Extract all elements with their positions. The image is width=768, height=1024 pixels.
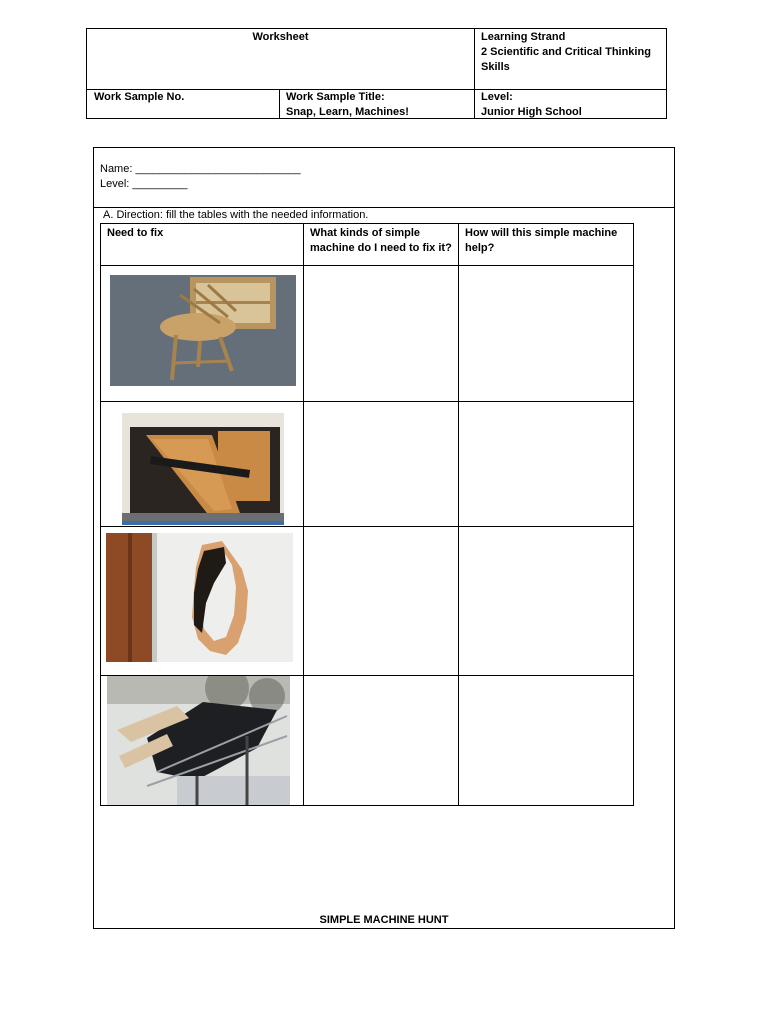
- damaged-ceiling-photo: [107, 676, 290, 805]
- need-to-fix-cell: [101, 266, 304, 402]
- worksheet-body: [93, 147, 675, 929]
- level-value: Junior High School: [481, 106, 582, 118]
- how-help-answer-cell[interactable]: [459, 527, 634, 676]
- broken-chair-photo: [110, 275, 296, 386]
- table-row: [101, 266, 634, 402]
- student-info: [100, 162, 301, 192]
- header-need-to-fix: Need to fix: [101, 224, 304, 266]
- header-how-help: How will this simple machine help?: [459, 224, 634, 266]
- need-to-fix-cell: [101, 527, 304, 676]
- broken-door-photo: [122, 413, 284, 525]
- level-label: Level:: [481, 91, 513, 103]
- header-simple-machine: What kinds of simple machine do I need to fix it?: [304, 224, 459, 266]
- table-row: [101, 527, 634, 676]
- level-cell: [481, 90, 667, 120]
- simple-machine-answer-cell[interactable]: [304, 266, 459, 402]
- learning-strand-cell: [481, 30, 667, 75]
- wall-hole-photo: [106, 533, 293, 662]
- how-help-answer-cell[interactable]: [459, 266, 634, 402]
- work-sample-title-value: Snap, Learn, Machines!: [286, 106, 409, 118]
- work-sample-title-label: Work Sample Title:: [286, 91, 385, 103]
- level-field[interactable]: Level: _________: [100, 178, 188, 190]
- learning-strand-value: 2 Scientific and Critical Thinking Skills: [481, 46, 651, 73]
- need-to-fix-cell: [101, 402, 304, 527]
- name-field[interactable]: Name: ___________________________: [100, 163, 301, 175]
- how-help-answer-cell[interactable]: [459, 676, 634, 806]
- work-sample-no-label: Work Sample No.: [94, 91, 185, 103]
- table-row: [101, 402, 634, 527]
- direction-text: A. Direction: fill the tables with the needed information.: [103, 209, 369, 221]
- footer-title: SIMPLE MACHINE HUNT: [319, 914, 449, 926]
- need-to-fix-cell: [101, 676, 304, 806]
- how-help-answer-cell[interactable]: [459, 402, 634, 527]
- simple-machine-answer-cell[interactable]: [304, 527, 459, 676]
- header-table: [86, 28, 667, 119]
- table-header-row: [101, 224, 634, 266]
- worksheet-label: Worksheet: [252, 31, 309, 43]
- table-row: [101, 676, 634, 806]
- work-sample-title-cell: [286, 90, 471, 120]
- simple-machine-answer-cell[interactable]: [304, 402, 459, 527]
- fix-table: [100, 223, 634, 806]
- learning-strand-label: Learning Strand: [481, 31, 566, 43]
- simple-machine-answer-cell[interactable]: [304, 676, 459, 806]
